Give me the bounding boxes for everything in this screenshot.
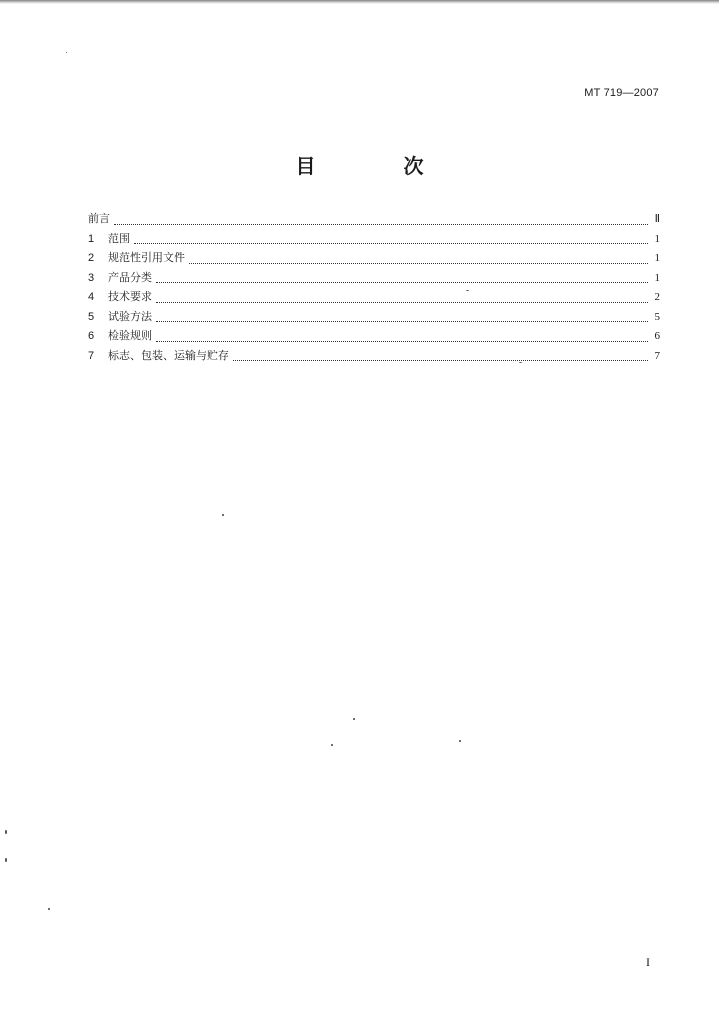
- toc-entry-1[interactable]: [88, 229, 660, 249]
- toc-entry-6[interactable]: [88, 326, 660, 346]
- toc-entry-page: 7: [654, 349, 660, 362]
- scan-speck: [466, 290, 469, 291]
- scan-speck: [519, 362, 522, 363]
- scan-speck: [5, 858, 7, 862]
- toc-dot-leader: [156, 341, 648, 342]
- page-title: 目 次: [295, 154, 458, 178]
- standard-code: MT 719—2007: [584, 87, 659, 99]
- toc-entry-number: 2: [88, 252, 95, 264]
- toc-entry-number: 7: [88, 349, 95, 362]
- scan-speck: [48, 908, 50, 910]
- toc-entry-number: 3: [88, 271, 95, 284]
- toc-entry-label: 技术要求: [108, 290, 152, 303]
- toc-entry-number: 5: [88, 310, 95, 323]
- toc-entry-label: 规范性引用文件: [108, 251, 185, 264]
- toc-dot-leader: [156, 302, 648, 303]
- toc-dot-leader: [134, 243, 648, 244]
- toc-entry-number: 4: [88, 291, 95, 303]
- toc-dot-leader: [156, 282, 648, 283]
- toc-entry-label: 标志、包装、运输与贮存: [108, 348, 229, 362]
- toc-entry-page: 1: [654, 271, 660, 284]
- toc-dot-leader: [233, 360, 648, 361]
- toc-entry-label: 前言: [88, 212, 110, 225]
- scan-speck: [353, 718, 355, 720]
- toc-entry-number: 1: [88, 232, 95, 245]
- table-of-contents: [88, 209, 660, 365]
- toc-entry-4[interactable]: [88, 287, 660, 307]
- toc-entry-page: 1: [654, 232, 660, 245]
- toc-entry-2[interactable]: [88, 248, 660, 268]
- scan-speck: [5, 830, 7, 834]
- toc-entry-page: 5: [654, 310, 660, 323]
- toc-entry-page: Ⅱ: [654, 213, 660, 225]
- toc-entry-label: 试验方法: [108, 309, 152, 323]
- toc-entry-label: 检验规则: [108, 329, 152, 342]
- scan-speck: [459, 740, 461, 742]
- toc-entry-page: 2: [654, 291, 660, 303]
- toc-entry-page: 1: [654, 252, 660, 264]
- toc-entry-foreword[interactable]: [88, 209, 660, 229]
- scan-edge-shadow: [0, 0, 719, 4]
- toc-entry-page: 6: [654, 330, 660, 342]
- toc-dot-leader: [156, 321, 648, 322]
- scan-speck: [222, 514, 224, 516]
- toc-dot-leader: [114, 224, 648, 225]
- toc-entry-7[interactable]: [88, 346, 660, 366]
- toc-entry-5[interactable]: [88, 307, 660, 327]
- toc-entry-3[interactable]: [88, 268, 660, 288]
- toc-dot-leader: [189, 263, 648, 264]
- toc-entry-label: 范围: [108, 231, 130, 245]
- toc-entry-number: 6: [88, 330, 95, 342]
- scan-speck: [331, 744, 333, 746]
- toc-entry-label: 产品分类: [108, 270, 152, 284]
- page-number: I: [646, 955, 650, 969]
- scan-speck: [66, 52, 67, 53]
